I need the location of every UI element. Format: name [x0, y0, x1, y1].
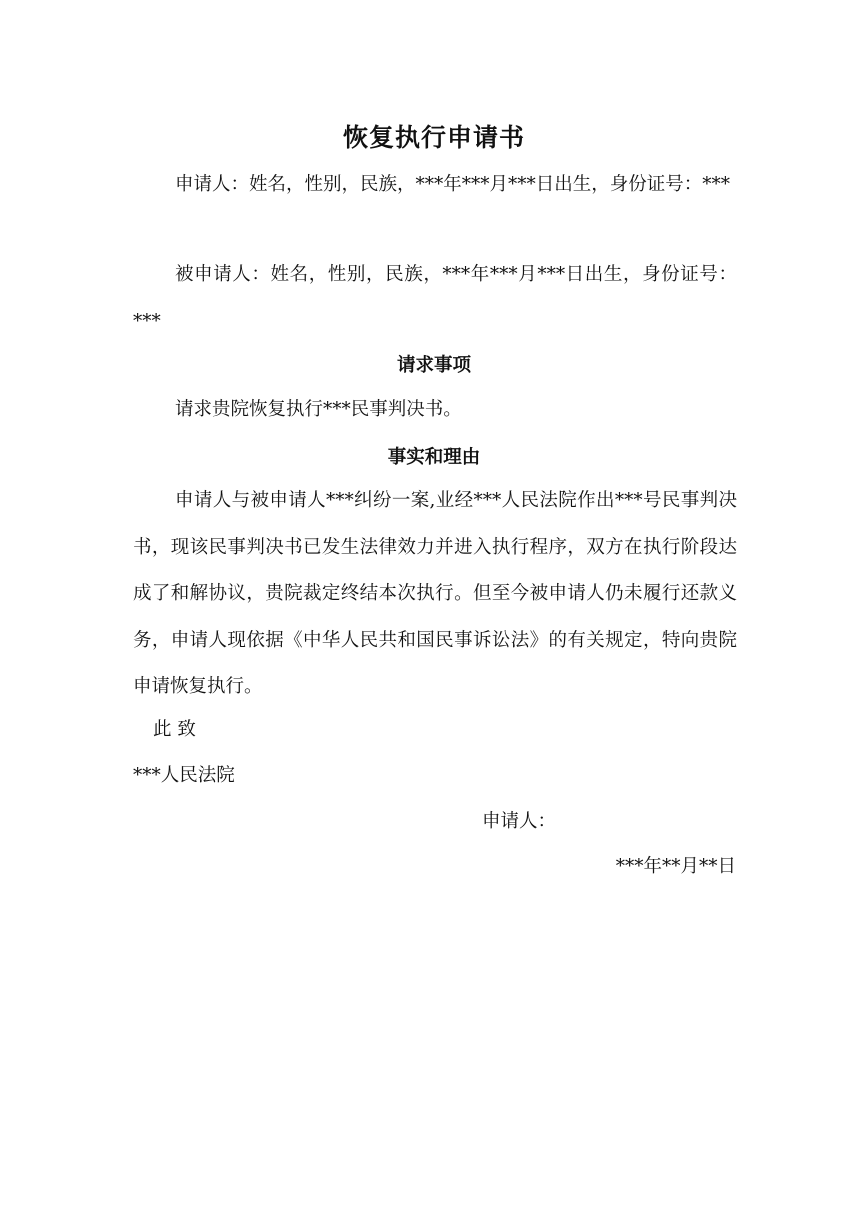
reasons-heading: 事实和理由	[387, 447, 481, 468]
request-paragraph: 请求贵院恢复执行***民事判决书。	[175, 399, 462, 420]
signature-label: 申请人：	[482, 811, 557, 832]
reasons-paragraph: 申请人与被申请人***纠纷一案,业经***人民法院作出***号民事判决书，现该民事判决书已发生法律效力并进入执行程序，双方在执行阶段达成了和解协议，贵院裁定终结本次执行。但至今被申请人仍未履行还款义务，申请人现依据《中华人民共和国民事诉讼法》的有关规定，特向贵院申请恢复执行。	[133, 490, 737, 697]
document-date: ***年**月**日	[615, 856, 736, 877]
respondent-paragraph: 被申请人：姓名，性别，民族，***年***月***日出生，身份证号：***	[133, 264, 737, 332]
applicant-paragraph: 申请人：姓名，性别，民族，***年***月***日出生，身份证号：***	[175, 174, 731, 195]
document-title: 恢复执行申请书	[342, 123, 525, 152]
salutation: 此 致	[153, 719, 196, 740]
request-heading: 请求事项	[396, 355, 471, 376]
court-name: ***人民法院	[133, 765, 235, 786]
